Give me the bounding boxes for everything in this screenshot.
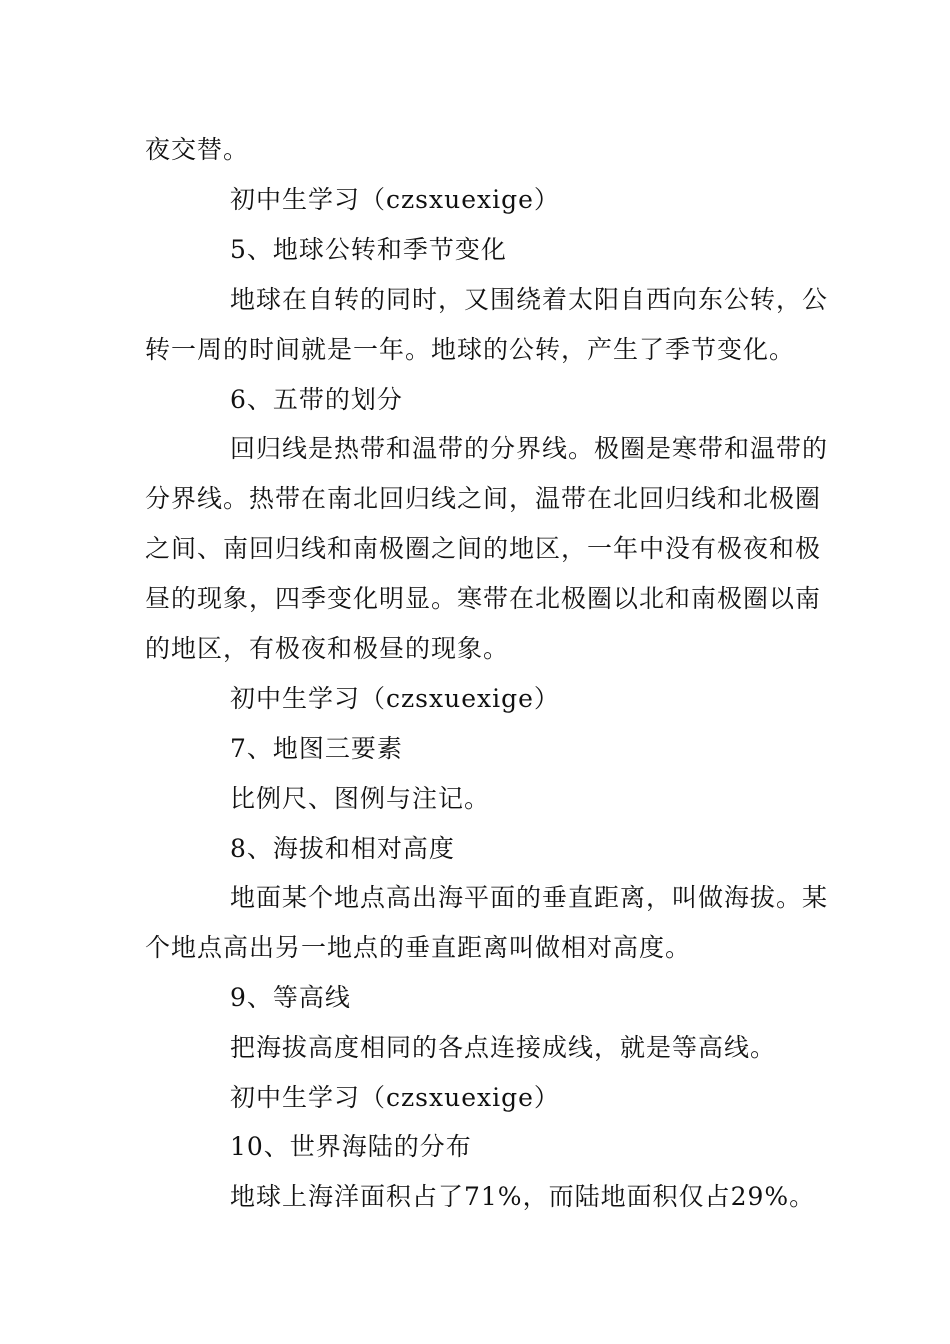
watermark-text: 初中生学习（czsxuexige） xyxy=(230,185,560,214)
section-heading: 10、世界海陆的分布 xyxy=(230,1132,472,1161)
paragraph-line: 把海拔高度相同的各点连接成线，就是等高线。 xyxy=(230,1033,777,1062)
section-heading: 7、地图三要素 xyxy=(230,734,403,763)
paragraph-line: 分界线。热带在南北回归线之间，温带在北回归线和北极圈 xyxy=(145,484,822,513)
paragraph-line: 地面某个地点高出海平面的垂直距离，叫做海拔。某 xyxy=(230,883,829,912)
paragraph-line: 的地区，有极夜和极昼的现象。 xyxy=(145,634,510,663)
paragraph-line: 个地点高出另一地点的垂直距离叫做相对高度。 xyxy=(145,933,692,962)
section-heading: 5、地球公转和季节变化 xyxy=(230,235,507,264)
watermark-text: 初中生学习（czsxuexige） xyxy=(230,1083,560,1112)
paragraph-line: 转一周的时间就是一年。地球的公转，产生了季节变化。 xyxy=(145,335,796,364)
paragraph-line: 回归线是热带和温带的分界线。极圈是寒带和温带的 xyxy=(230,434,829,463)
paragraph-line: 之间、南回归线和南极圈之间的地区，一年中没有极夜和极 xyxy=(145,534,822,563)
paragraph-line: 地球在自转的同时，又围绕着太阳自西向东公转，公 xyxy=(230,285,829,314)
section-heading: 9、等高线 xyxy=(230,983,351,1012)
text-line: 夜交替。 xyxy=(145,135,250,164)
section-heading: 6、五带的划分 xyxy=(230,385,403,414)
section-heading: 8、海拔和相对高度 xyxy=(230,834,455,863)
paragraph-line: 地球上海洋面积占了71%，而陆地面积仅占29%。 xyxy=(230,1182,816,1211)
paragraph-line: 比例尺、图例与注记。 xyxy=(230,784,491,813)
paragraph-line: 昼的现象，四季变化明显。寒带在北极圈以北和南极圈以南 xyxy=(145,584,822,613)
watermark-text: 初中生学习（czsxuexige） xyxy=(230,684,560,713)
